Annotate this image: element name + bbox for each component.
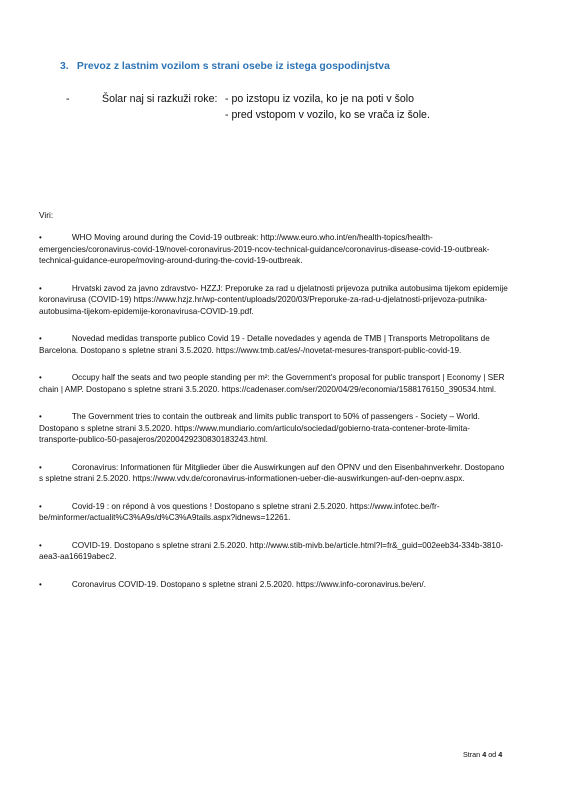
reference-item bbox=[39, 283, 509, 318]
bullet-icon: • bbox=[39, 412, 42, 421]
footer-prefix: Stran bbox=[463, 750, 481, 759]
page-footer bbox=[463, 750, 502, 759]
section-heading bbox=[60, 61, 390, 72]
bullet-icon: • bbox=[39, 462, 42, 472]
reference-list bbox=[39, 232, 509, 606]
sources-label: Viri: bbox=[39, 210, 54, 220]
bullet-icon: • bbox=[39, 283, 42, 293]
reference-text: The Government tries to contain the outbreak and limits public transport to 50% of passengers - Society – World. Dostopano s spletne strani 3.5.2020. https://www.mundiario.com/articulo/sociedad/gobierno-trata-contener-brote-limita-transporte-publico-50-pasajeros/20200429230830183243.html. bbox=[39, 412, 480, 444]
reference-item bbox=[39, 372, 509, 395]
reference-text: Occupy half the seats and two people standing per m²: the Government's proposal for public transport | Economy | SER chain | AMP. Dostopano s spletne strani 3.5.2020. https://cadenaser.com/ser/2020/04/29/economia/1588176150_390534.html. bbox=[39, 373, 505, 394]
reference-item bbox=[39, 501, 509, 524]
instruction-option: - pred vstopom v vozilo, ko se vrača iz šole. bbox=[225, 109, 430, 121]
reference-item bbox=[39, 579, 509, 591]
instruction-lead: Šolar naj si razkuži roke: bbox=[102, 93, 218, 105]
section-title: Prevoz z lastnim vozilom s strani osebe iz istega gospodinjstva bbox=[76, 61, 390, 72]
footer-middle: od bbox=[488, 750, 497, 759]
reference-text: WHO Moving around during the Covid-19 outbreak: http://www.euro.who.int/en/health-topics/health-emergencies/coronavirus-covid-19/novel-coronavirus-2019-ncov-technical-guidance/coronavirus-disease-covid-19-outbreak-technical-guidance-europe/moving-around-during-the-covid-19-outbreak. bbox=[39, 233, 490, 265]
reference-item bbox=[39, 462, 509, 485]
reference-item bbox=[39, 333, 509, 356]
reference-item bbox=[39, 411, 509, 446]
reference-item bbox=[39, 540, 509, 563]
instruction-dash: - bbox=[66, 93, 70, 105]
footer-page-number: 4 bbox=[482, 750, 487, 759]
reference-text: Covid-19 : on répond à vos questions ! Dostopano s spletne strani 2.5.2020. https://www.infotec.be/fr-be/minformer/actualit%C3%A9s/d%C3%A9tails.aspx?idnews=12261. bbox=[39, 501, 440, 522]
section-number: 3. bbox=[60, 61, 69, 72]
bullet-icon: • bbox=[39, 501, 42, 511]
reference-text: Coronavirus: Informationen für Mitglieder über die Auswirkungen auf den ÖPNV und den Eisenbahnverkehr. Dostopano s spletne strani 2.5.2020. https://www.vdv.de/coronavirus-informationen-ueber-die-auswirkungen-auf-den-oepnv.aspx. bbox=[39, 462, 505, 483]
instruction-option: - po izstopu iz vozila, ko je na poti v šolo bbox=[225, 93, 415, 105]
bullet-icon: • bbox=[39, 540, 42, 550]
bullet-icon: • bbox=[39, 579, 42, 589]
bullet-icon: • bbox=[39, 334, 42, 343]
reference-text: Coronavirus COVID-19. Dostopano s spletne strani 2.5.2020. https://www.info-coronavirus.be/en/. bbox=[71, 579, 426, 589]
bullet-icon: • bbox=[39, 233, 42, 242]
reference-text: Novedad medidas transporte publico Covid 19 - Detalle novedades y agenda de TMB | Transports Metropolitans de Barcelona. Dostopano s spletne strani 3.5.2020. https://www.tmb.cat/es/-/novetat-mesures-transport-public-covid-19. bbox=[39, 334, 490, 355]
footer-total-pages: 4 bbox=[498, 750, 503, 759]
reference-item bbox=[39, 232, 509, 267]
bullet-icon: • bbox=[39, 373, 42, 382]
reference-text: COVID-19. Dostopano s spletne strani 2.5.2020. http://www.stib-mivb.be/article.html?l=fr&_guid=002eeb34-334b-3810-aea3-aa16619abec2. bbox=[39, 540, 504, 561]
reference-text: Hrvatski zavod za javno zdravstvo- HZZJ: Preporuke za rad u djelatnosti prijevoza putnika autobusima tijekom epidemije koronavirusa (COVID-19) https://www.hzjz.hr/wp-content/uploads/2020/03/Preporuke-za-rad-u-djelatnosti-prijevoza-putnika-autobusima-tijekom-epidemije-koronavirusa-COVID-19.pdf. bbox=[39, 283, 508, 316]
